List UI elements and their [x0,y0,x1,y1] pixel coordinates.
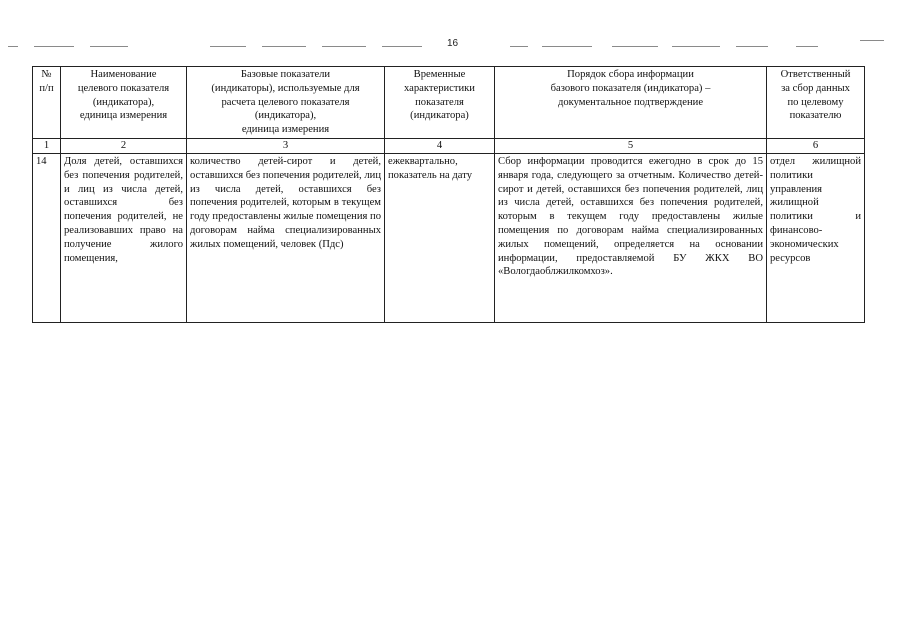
column-number: 5 [495,138,767,153]
column-number: 4 [385,138,495,153]
timing: ежеквартально, показатель на дату [385,153,495,322]
header-row [33,67,865,139]
column-number-row [33,138,865,153]
indicator-name: Доля детей, оставшихся без попечения родителей, и лиц из числа детей, оставшихся без попечения родителей, не реализовавших право на получение жилого помещения, [61,153,187,322]
header-cell: Базовые показатели (индикаторы), используемые для расчета целевого показателя (индикатора), единица измерения [187,67,385,139]
header-cell: № п/п [33,67,61,139]
indicator-table [32,66,865,323]
row-number: 14 [33,153,61,322]
responsible: отдел жилищной политики управления жилищной политики и финансово-экономических ресурсов [767,153,865,322]
header-cell: Наименование целевого показателя (индикатора), единица измерения [61,67,187,139]
column-number: 1 [33,138,61,153]
column-number: 6 [767,138,865,153]
collection-order: Сбор информации проводится ежегодно в срок до 15 января года, следующего за отчетным. Количество детей-сирот и детей, оставшихся без попечения родителей, лиц из числа детей, оставшихся без попечения родителей, которым в текущем году предоставлены жилые помещения по договорам найма специализированных жилых помещений, определяется на основании информации, предоставляемой БУ ЖКХ ВО «Вологдаоблжилкомхоз». [495,153,767,322]
table-row [33,153,865,322]
column-number: 3 [187,138,385,153]
column-number: 2 [61,138,187,153]
page-number: 16 [446,38,459,49]
header-cell: Ответственный за сбор данных по целевому показателю [767,67,865,139]
header-cell: Порядок сбора информации базового показателя (индикатора) – документальное подтверждение [495,67,767,139]
base-indicators: количество детей-сирот и детей, оставшихся без попечения родителей, лиц из числа детей, оставшихся без попечения родителей, которым в текущем году предоставлены жилые помещения по договорам найма специализированных жилых помещений, человек (Пдс) [187,153,385,322]
header-cell: Временные характеристики показателя (индикатора) [385,67,495,139]
